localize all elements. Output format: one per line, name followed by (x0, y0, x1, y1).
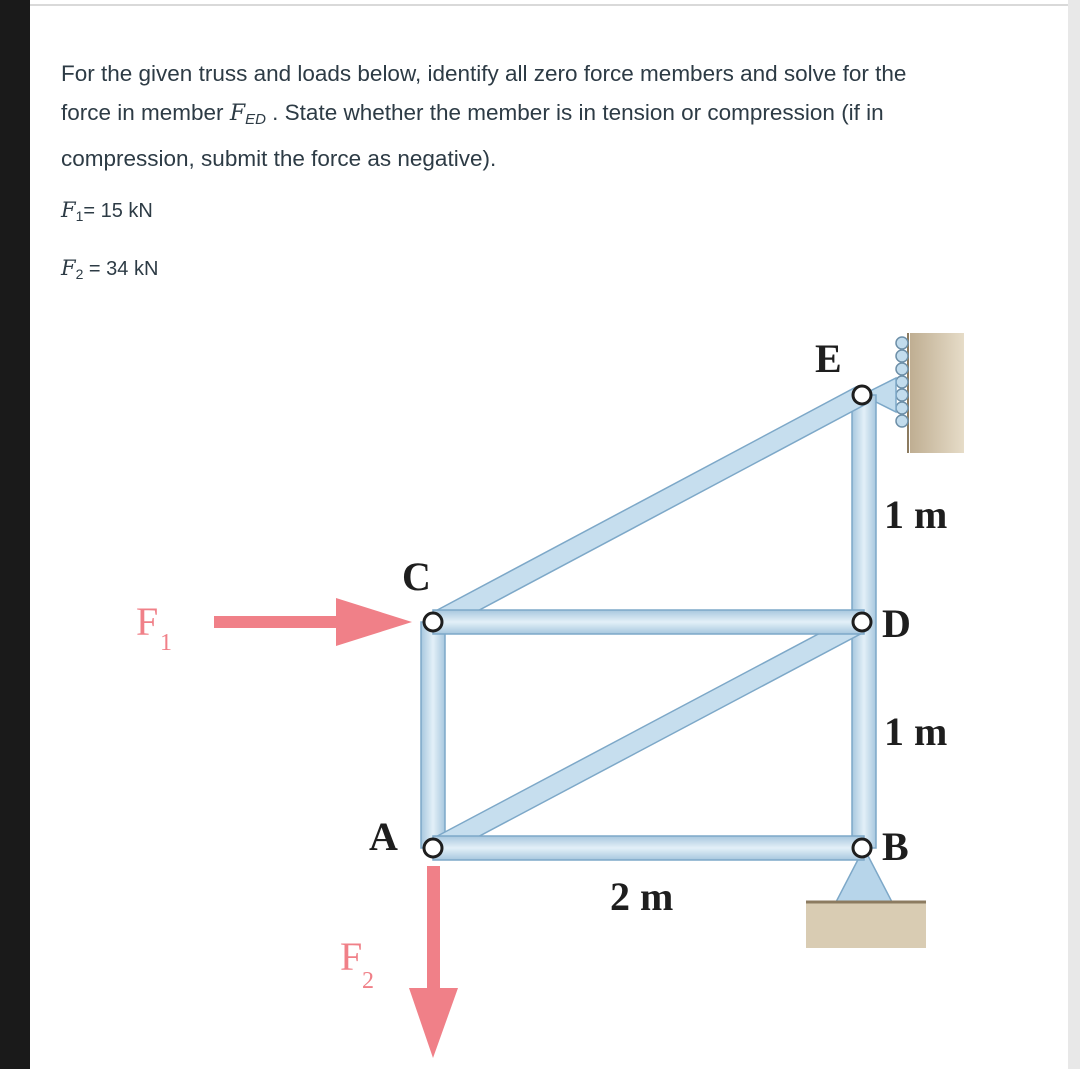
dimension-horizontal: 2 m (610, 874, 674, 919)
member-ac (421, 622, 445, 848)
question-line-2-pre: force in member (61, 100, 230, 125)
f2-symbol: F (61, 256, 76, 280)
wall-support (910, 333, 964, 453)
dimension-upper: 1 m (884, 492, 948, 537)
joint-c (424, 613, 442, 631)
dimension-lower: 1 m (884, 709, 948, 754)
ground-block (806, 902, 926, 948)
load-arrow-f1-head (336, 598, 412, 646)
f2-value: = 34 kN (83, 258, 159, 280)
member-ad (428, 614, 868, 857)
member-ab (433, 836, 864, 860)
label-f2: F (340, 934, 363, 979)
question-line-2-post: . State whether the member is in tension or compression (if in (265, 100, 884, 125)
joint-d (853, 613, 871, 631)
joint-b (853, 839, 871, 857)
roller-support-e (896, 337, 908, 427)
f1-value: = 15 kN (83, 200, 153, 222)
member-subscript: ED (245, 111, 266, 128)
label-f2-subscript: 2 (362, 968, 374, 994)
label-e: E (815, 336, 842, 381)
joint-a (424, 839, 442, 857)
f1-subscript: 1 (75, 208, 84, 224)
load-arrow-f2-shaft (427, 866, 440, 994)
load-arrow-f1-shaft (214, 616, 342, 628)
member-cd (433, 610, 864, 634)
label-f1: F (136, 599, 159, 644)
member-symbol: F (229, 101, 246, 126)
label-c: C (402, 554, 431, 599)
label-f1-subscript: 1 (160, 630, 172, 656)
label-b: B (882, 824, 909, 869)
member-ce (428, 387, 868, 631)
label-a: A (369, 814, 398, 859)
question-line-3: compression, submit the force as negative). (61, 146, 497, 171)
load-arrow-f2-head (409, 988, 458, 1058)
joint-e (853, 386, 871, 404)
f2-subscript: 2 (75, 266, 84, 282)
question-line-1: For the given truss and loads below, identify all zero force members and solve for the (61, 61, 907, 86)
label-d: D (882, 601, 911, 646)
f1-symbol: F (61, 198, 76, 222)
